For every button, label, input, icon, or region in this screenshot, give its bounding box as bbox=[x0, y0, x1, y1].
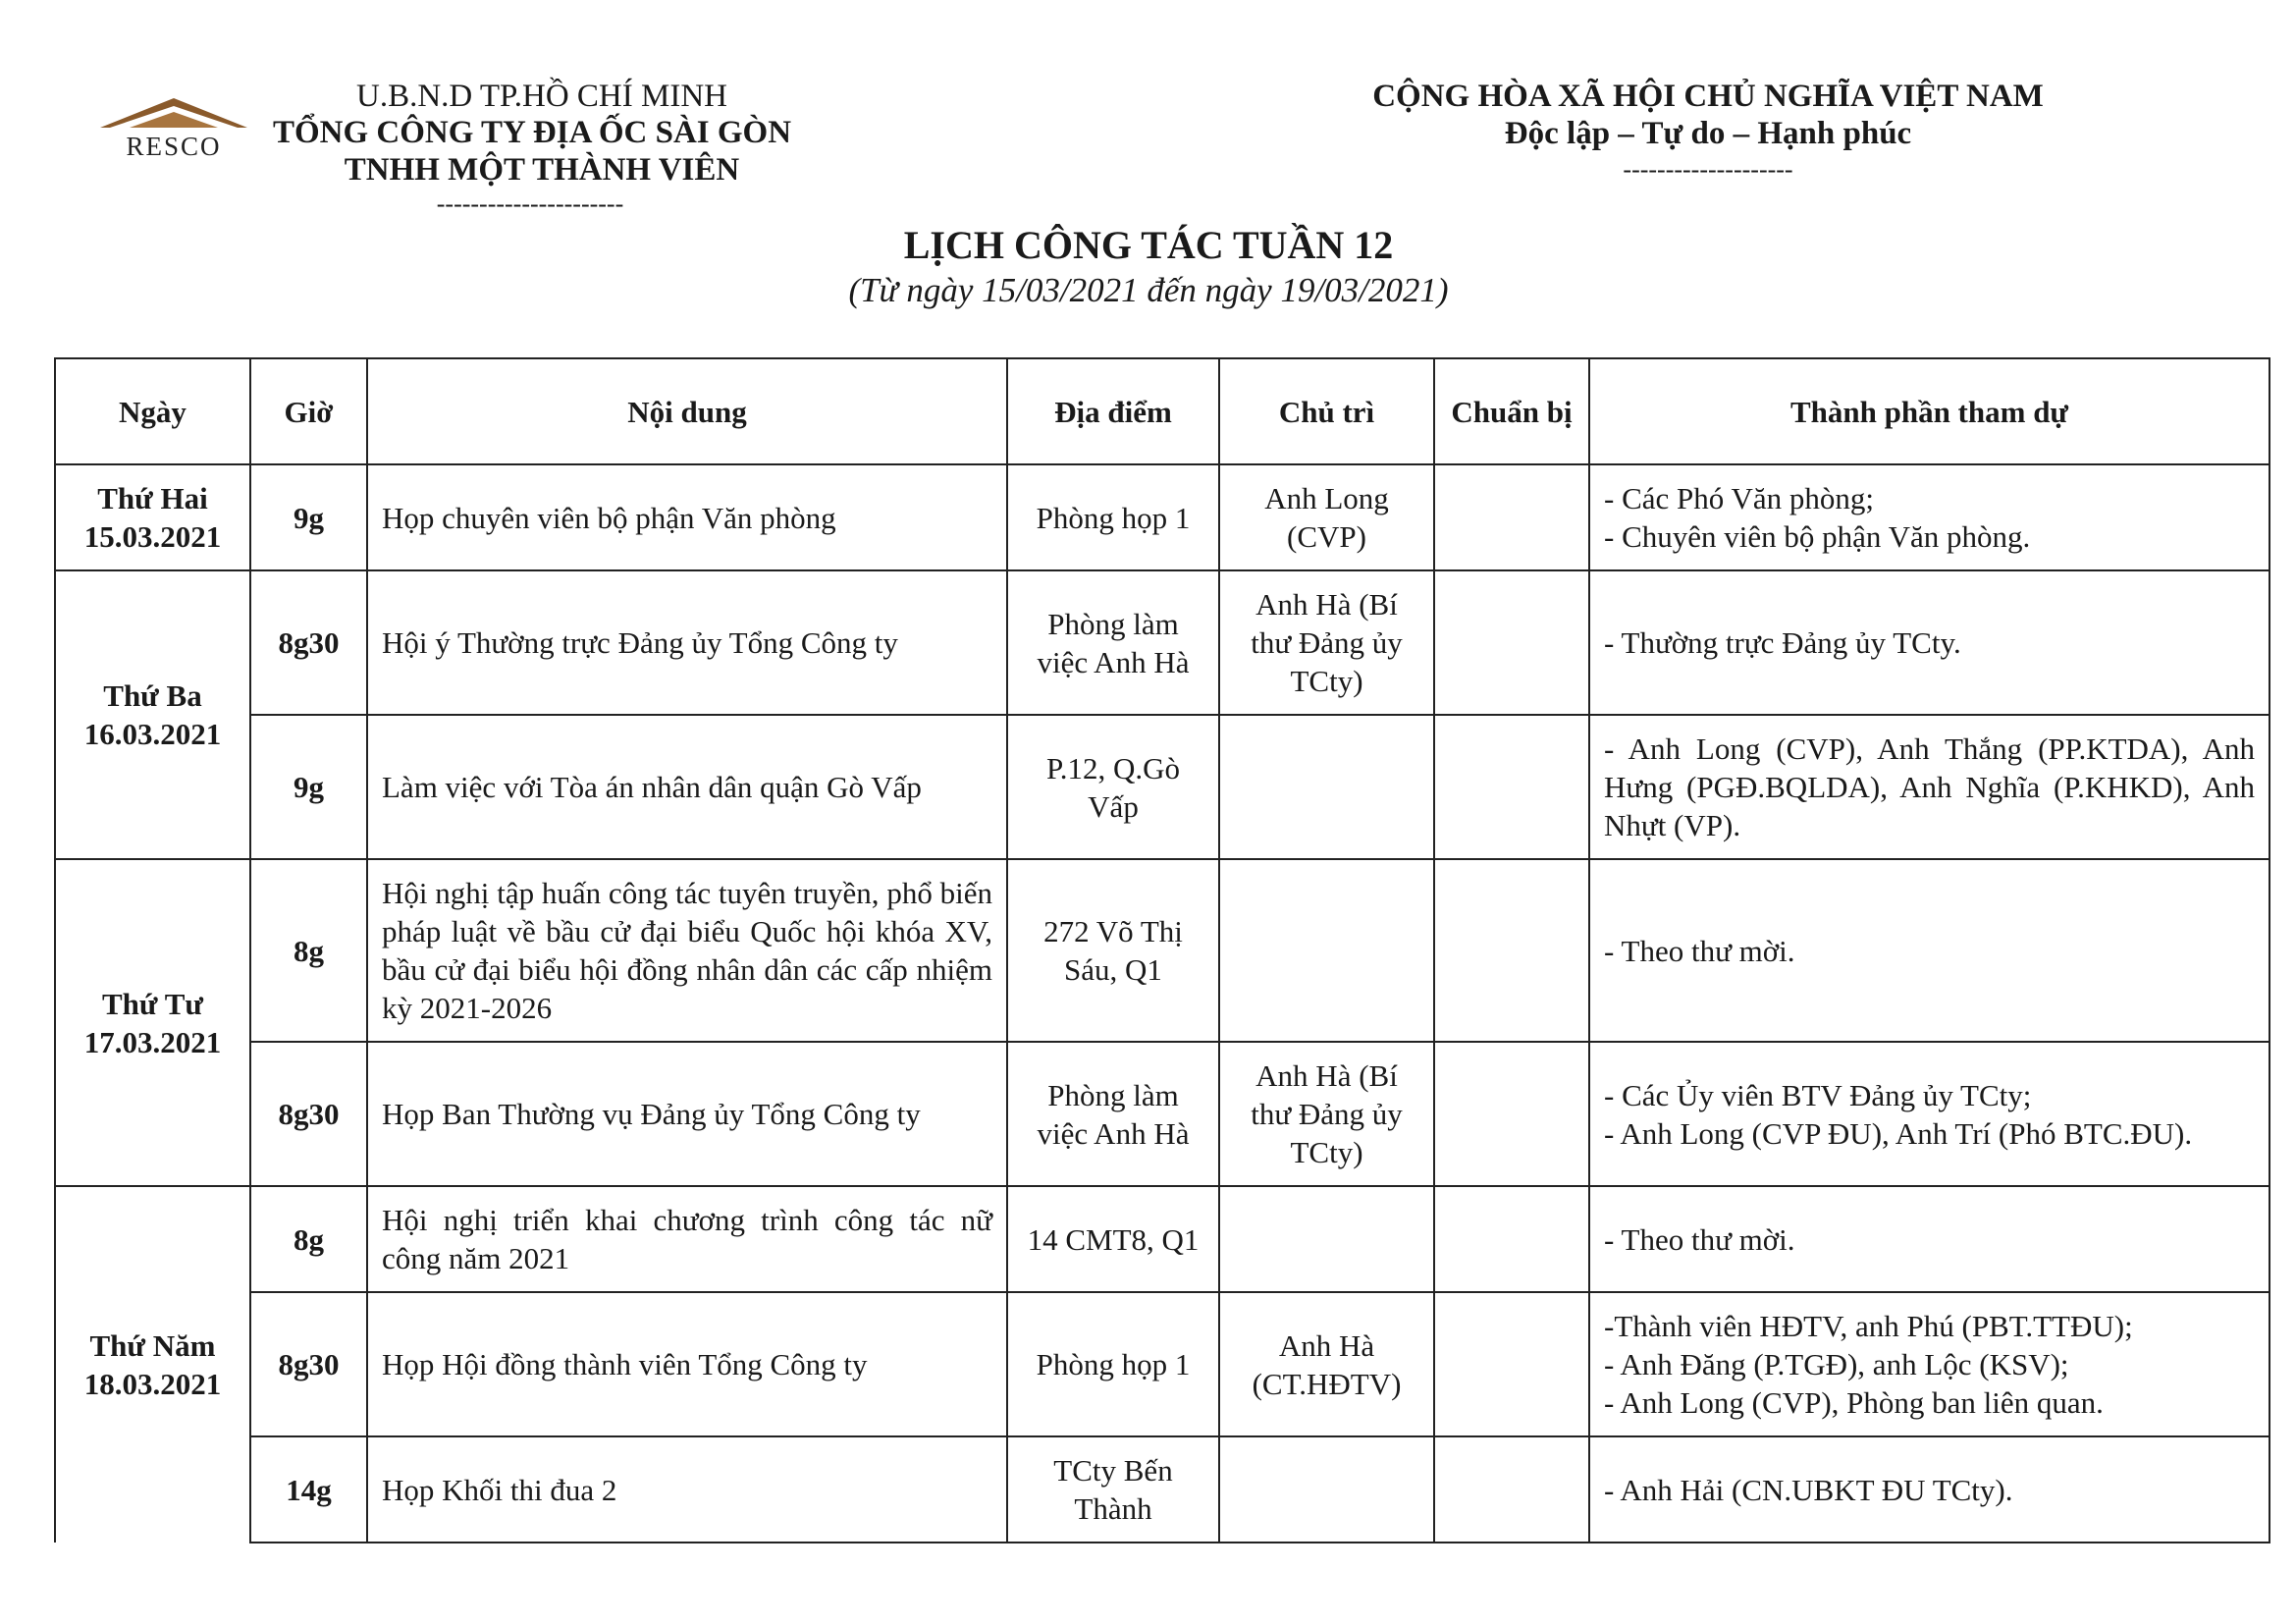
prep-cell bbox=[1434, 1292, 1589, 1436]
place-cell: 272 Võ Thị Sáu, Q1 bbox=[1007, 859, 1219, 1042]
table-row bbox=[55, 1186, 2269, 1292]
table-row bbox=[55, 859, 2269, 1042]
time-cell: 9g bbox=[250, 715, 367, 859]
content-cell: Họp Hội đồng thành viên Tổng Công ty bbox=[367, 1292, 1007, 1436]
header-chair: Chủ trì bbox=[1219, 358, 1434, 464]
place-cell: Phòng họp 1 bbox=[1007, 1292, 1219, 1436]
header-time: Giờ bbox=[250, 358, 367, 464]
resco-logo bbox=[90, 94, 257, 163]
content-cell: Họp Ban Thường vụ Đảng ủy Tổng Công ty bbox=[367, 1042, 1007, 1186]
chair-cell bbox=[1219, 859, 1434, 1042]
time-cell: 9g bbox=[250, 464, 367, 570]
prep-cell bbox=[1434, 1436, 1589, 1543]
attendee-line: - Các Phó Văn phòng; bbox=[1604, 481, 1874, 515]
prep-cell bbox=[1434, 1186, 1589, 1292]
day-cell bbox=[55, 570, 250, 859]
attendee-line: - Anh Hải (CN.UBKT ĐU TCty). bbox=[1604, 1472, 2013, 1507]
attendee-line: - Anh Long (CVP ĐU), Anh Trí (Phó BTC.ĐU). bbox=[1604, 1115, 2193, 1151]
prep-cell bbox=[1434, 1042, 1589, 1186]
time-cell: 8g bbox=[250, 1186, 367, 1292]
time-cell: 8g30 bbox=[250, 1292, 367, 1436]
header-place: Địa điểm bbox=[1007, 358, 1219, 464]
national-divider: -------------------- bbox=[1623, 155, 1793, 184]
table-row bbox=[55, 1436, 2269, 1543]
content-cell: Hội nghị triển khai chương trình công tác nữ công năm 2021 bbox=[367, 1186, 1007, 1292]
day-cell bbox=[55, 859, 250, 1186]
table-row bbox=[55, 570, 2269, 715]
header-content: Nội dung bbox=[367, 358, 1007, 464]
attendee-line: - Theo thư mời. bbox=[1604, 1221, 1795, 1257]
org-type: TNHH MỘT THÀNH VIÊN bbox=[344, 152, 740, 188]
svg-text:RESCO: RESCO bbox=[126, 132, 222, 161]
attendees-cell bbox=[1589, 859, 2269, 1042]
time-cell: 14g bbox=[250, 1436, 367, 1543]
header-day: Ngày bbox=[55, 358, 250, 464]
table-row bbox=[55, 1042, 2269, 1186]
table-row bbox=[55, 715, 2269, 859]
table-header-row bbox=[55, 358, 2269, 464]
attendees-cell bbox=[1589, 1042, 2269, 1186]
attendees-cell bbox=[1589, 570, 2269, 715]
header-prep: Chuẩn bị bbox=[1434, 358, 1589, 464]
chair-cell bbox=[1219, 715, 1434, 859]
attendees-cell bbox=[1589, 464, 2269, 570]
time-cell: 8g30 bbox=[250, 1042, 367, 1186]
org-name: TỔNG CÔNG TY ĐỊA ỐC SÀI GÒN bbox=[272, 115, 792, 150]
content-cell: Họp chuyên viên bộ phận Văn phòng bbox=[367, 464, 1007, 570]
chair-cell: Anh Hà (Bí thư Đảng ủy TCty) bbox=[1219, 570, 1434, 715]
page-subtitle: (Từ ngày 15/03/2021 đến ngày 19/03/2021) bbox=[848, 271, 1449, 309]
day-name: Thứ Tư bbox=[102, 986, 203, 1021]
content-cell: Làm việc với Tòa án nhân dân quận Gò Vấp bbox=[367, 715, 1007, 859]
day-cell bbox=[55, 1186, 250, 1543]
attendees-cell bbox=[1589, 1436, 2269, 1543]
attendees-cell bbox=[1589, 1186, 2269, 1292]
place-cell: TCty Bến Thành bbox=[1007, 1436, 1219, 1543]
day-name: Thứ Ba bbox=[103, 678, 202, 713]
attendee-line: - Các Ủy viên BTV Đảng ủy TCty; bbox=[1604, 1077, 2032, 1112]
national-title: CỘNG HÒA XÃ HỘI CHỦ NGHĨA VIỆT NAM bbox=[1372, 79, 2044, 114]
place-cell: 14 CMT8, Q1 bbox=[1007, 1186, 1219, 1292]
place-cell: Phòng họp 1 bbox=[1007, 464, 1219, 570]
attendee-line: - Anh Long (CVP), Anh Thắng (PP.KTDA), Anh Hưng (PGĐ.BQLDA), Anh Nghĩa (P.KHKD), Anh Nhựt (VP). bbox=[1604, 731, 2255, 842]
place-cell: P.12, Q.Gò Vấp bbox=[1007, 715, 1219, 859]
header-attendees: Thành phần tham dự bbox=[1589, 358, 2269, 464]
national-motto: Độc lập – Tự do – Hạnh phúc bbox=[1504, 116, 1912, 151]
prep-cell bbox=[1434, 859, 1589, 1042]
day-date: 16.03.2021 bbox=[83, 717, 222, 751]
day-cell bbox=[55, 464, 250, 570]
content-cell: Họp Khối thi đua 2 bbox=[367, 1436, 1007, 1543]
day-name: Thứ Hai bbox=[97, 481, 208, 515]
prep-cell bbox=[1434, 570, 1589, 715]
chair-cell bbox=[1219, 1436, 1434, 1543]
attendee-line: - Thường trực Đảng ủy TCty. bbox=[1604, 625, 1961, 660]
day-date: 18.03.2021 bbox=[83, 1367, 222, 1401]
attendee-line: -Thành viên HĐTV, anh Phú (PBT.TTĐU); bbox=[1604, 1309, 2133, 1343]
day-date: 15.03.2021 bbox=[83, 519, 222, 554]
attendee-line: - Chuyên viên bộ phận Văn phòng. bbox=[1604, 519, 2031, 554]
chair-cell bbox=[1219, 1186, 1434, 1292]
place-cell: Phòng làm việc Anh Hà bbox=[1007, 570, 1219, 715]
attendee-line: - Anh Đăng (P.TGĐ), anh Lộc (KSV); bbox=[1604, 1347, 2069, 1381]
attendees-cell bbox=[1589, 1292, 2269, 1436]
table-row bbox=[55, 1292, 2269, 1436]
table-row bbox=[55, 464, 2269, 570]
attendee-line: - Anh Long (CVP), Phòng ban liên quan. bbox=[1604, 1385, 2104, 1420]
attendees-cell bbox=[1589, 715, 2269, 859]
org-divider: ---------------------- bbox=[436, 189, 624, 218]
chair-cell: Anh Hà (CT.HĐTV) bbox=[1219, 1292, 1434, 1436]
place-cell: Phòng làm việc Anh Hà bbox=[1007, 1042, 1219, 1186]
time-cell: 8g30 bbox=[250, 570, 367, 715]
content-cell: Hội ý Thường trực Đảng ủy Tổng Công ty bbox=[367, 570, 1007, 715]
day-date: 17.03.2021 bbox=[83, 1024, 222, 1059]
chair-cell: Anh Hà (Bí thư Đảng ủy TCty) bbox=[1219, 1042, 1434, 1186]
prep-cell bbox=[1434, 464, 1589, 570]
prep-cell bbox=[1434, 715, 1589, 859]
chair-cell: Anh Long (CVP) bbox=[1219, 464, 1434, 570]
day-name: Thứ Năm bbox=[89, 1328, 216, 1363]
time-cell: 8g bbox=[250, 859, 367, 1042]
attendee-line: - Theo thư mời. bbox=[1604, 933, 1795, 968]
schedule-table bbox=[54, 357, 2270, 1543]
page-title: LỊCH CÔNG TÁC TUẦN 12 bbox=[903, 223, 1394, 267]
content-cell: Hội nghị tập huấn công tác tuyên truyền, phổ biến pháp luật về bầu cử đại biểu Quốc hội khóa XV, bầu cử đại biểu hội đồng nhân dân các cấp nhiệm kỳ 2021-2026 bbox=[367, 859, 1007, 1042]
org-parent: U.B.N.D TP.HỒ CHÍ MINH bbox=[355, 79, 727, 114]
